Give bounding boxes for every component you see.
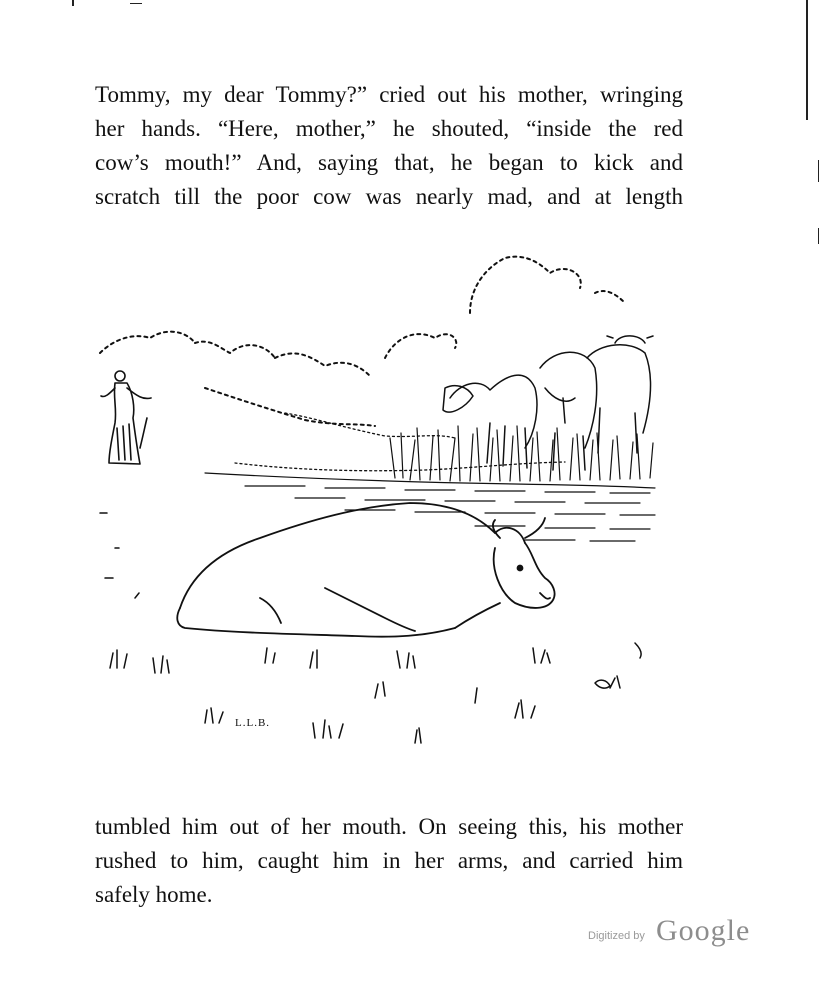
text-line: safely home. <box>95 882 213 907</box>
text-line: Tommy, my dear Tommy?” cried out his mother, wringing <box>95 82 683 107</box>
text-line: rushed to him, caught him in her arms, and carried him <box>95 848 683 873</box>
grass-tufts <box>100 513 641 743</box>
page-edge-line <box>806 0 808 120</box>
text-line: tumbled him out of her mouth. On seeing this, his mother <box>95 814 683 839</box>
body-text-top <box>95 78 683 214</box>
page-top-mark <box>130 3 142 4</box>
text-line: cow’s mouth!” And, saying that, he began to kick and <box>95 150 683 175</box>
body-text-bottom <box>95 810 683 912</box>
artist-signature: L.L.B. <box>235 717 271 729</box>
clouds-drawing <box>100 257 625 426</box>
pond-drawing <box>205 473 655 541</box>
mother-figure <box>101 371 151 464</box>
page-edge-tick <box>818 160 819 182</box>
page-top-mark <box>72 0 74 6</box>
text-line: scratch till the poor cow was nearly mad, and at length <box>95 184 683 209</box>
reeds-drawing <box>390 426 653 481</box>
watermark-prefix: Digitized by <box>588 930 645 942</box>
standing-cows <box>443 336 653 470</box>
text-line: her hands. “Here, mother,” he shouted, “inside the red <box>95 116 683 141</box>
digitized-watermark <box>588 912 758 952</box>
lying-cow <box>177 503 554 637</box>
cows-illustration <box>95 248 665 758</box>
page-edge-tick <box>818 228 819 244</box>
google-logo: Google <box>656 914 751 947</box>
